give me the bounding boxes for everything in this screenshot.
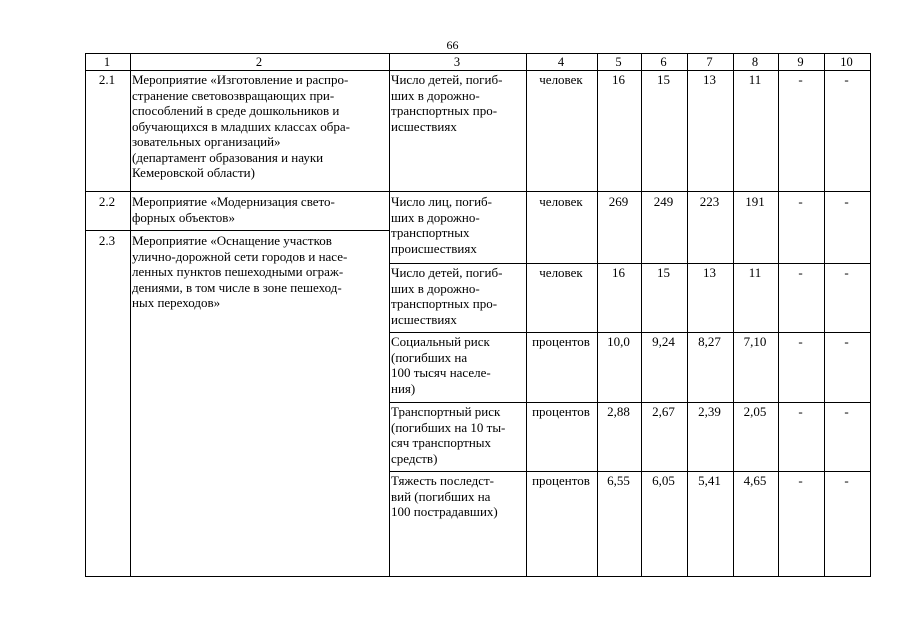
value-cell-5: 2,88	[607, 404, 630, 419]
column-divider	[526, 53, 527, 577]
measure-cell: Мероприятие «Оснащение участков улично-дорожной сети городов и насе- ленных пунктов пешеходными ограж- дениями, в том числе в зоне пешеход- ных переходов»	[132, 233, 348, 310]
indicator-cell: Число лиц, погиб- ших в дорожно- транспортных происшествиях	[391, 194, 493, 256]
indicator-cell: Социальный риск (погибших на 100 тысяч населе- ния)	[391, 334, 491, 396]
table-top-border	[85, 53, 871, 54]
measure-cell: Мероприятие «Модернизация свето- форных объектов»	[132, 194, 335, 225]
table-bottom-border	[85, 576, 871, 577]
value-cell-6: 2,67	[652, 404, 675, 419]
value-cell-7: 13	[703, 265, 716, 280]
header-cell: 1	[103, 55, 111, 69]
value-cell-10: -	[844, 334, 849, 349]
value-cell-9: -	[798, 473, 803, 488]
value-cell-9: -	[798, 72, 803, 87]
value-cell-9: -	[798, 404, 803, 419]
row-divider	[85, 191, 871, 192]
value-cell-8: 2,05	[743, 404, 767, 419]
unit-cell: человек	[539, 265, 583, 280]
header-cell: 3	[453, 55, 461, 69]
column-divider	[733, 53, 734, 577]
value-cell-5: 269	[608, 194, 629, 209]
column-divider	[130, 53, 131, 577]
row-number: 2.1	[98, 72, 116, 87]
value-cell-5: 16	[612, 72, 625, 87]
value-cell-5: 10,0	[607, 334, 630, 349]
column-divider	[824, 53, 825, 577]
value-cell-5: 16	[612, 265, 625, 280]
value-cell-7: 223	[699, 194, 720, 209]
indicator-cell: Тяжесть последст- вий (погибших на 100 пострадавших)	[391, 473, 498, 519]
header-cell: 8	[751, 55, 759, 69]
value-cell-8: 11	[748, 72, 762, 87]
row-number: 2.3	[98, 233, 116, 248]
header-bottom-border	[85, 70, 871, 71]
page-number: 66	[446, 38, 459, 52]
value-cell-10: -	[844, 404, 849, 419]
indicator-cell: Число детей, погиб- ших в дорожно- транспортных про- исшествиях	[391, 72, 503, 134]
value-cell-10: -	[844, 473, 849, 488]
value-cell-6: 15	[657, 265, 670, 280]
column-divider	[389, 53, 390, 577]
unit-cell: процентов	[532, 334, 590, 349]
header-cell: 9	[797, 55, 804, 69]
header-cell: 10	[840, 55, 853, 69]
measure-cell: Мероприятие «Изготовление и распро- странение световозвращающих при- способлений в среде дошкольников и обучающихся в младших классах обра- зовательных организаций» (департамент образования и науки Кемеровской области)	[132, 72, 350, 180]
column-divider	[85, 53, 86, 577]
value-cell-6: 15	[657, 72, 670, 87]
indicator-cell: Число детей, погиб- ших в дорожно- транспортных про- исшествиях	[391, 265, 503, 327]
indicator-cell: Транспортный риск (погибших на 10 ты- сяч транспортных средств)	[391, 404, 506, 466]
value-cell-8: 11	[748, 265, 762, 280]
header-cell: 4	[557, 55, 565, 69]
row-divider	[389, 332, 871, 333]
row-divider	[389, 402, 871, 403]
value-cell-6: 6,05	[652, 473, 675, 488]
value-cell-7: 8,27	[698, 334, 721, 349]
value-cell-7: 13	[703, 72, 716, 87]
header-cell: 5	[615, 55, 622, 69]
unit-cell: процентов	[532, 404, 590, 419]
column-divider	[778, 53, 779, 577]
row-divider	[85, 230, 390, 231]
header-cell: 6	[660, 55, 667, 69]
value-cell-8: 191	[745, 194, 765, 209]
value-cell-8: 7,10	[743, 334, 767, 349]
value-cell-6: 9,24	[652, 334, 675, 349]
unit-cell: человек	[539, 72, 583, 87]
value-cell-9: -	[798, 194, 803, 209]
unit-cell: человек	[539, 194, 583, 209]
column-divider	[870, 53, 871, 577]
value-cell-6: 249	[653, 194, 674, 209]
row-divider	[389, 263, 871, 264]
value-cell-7: 5,41	[698, 473, 721, 488]
column-divider	[597, 53, 598, 577]
value-cell-10: -	[844, 265, 849, 280]
value-cell-5: 6,55	[607, 473, 630, 488]
header-cell: 7	[706, 55, 713, 69]
column-divider	[687, 53, 688, 577]
value-cell-10: -	[844, 194, 849, 209]
header-cell: 2	[255, 55, 263, 69]
value-cell-9: -	[798, 265, 803, 280]
value-cell-8: 4,65	[743, 473, 767, 488]
value-cell-9: -	[798, 334, 803, 349]
column-divider	[641, 53, 642, 577]
unit-cell: процентов	[532, 473, 590, 488]
value-cell-7: 2,39	[698, 404, 721, 419]
row-number: 2.2	[98, 194, 116, 209]
value-cell-10: -	[844, 72, 849, 87]
row-divider	[389, 471, 871, 472]
